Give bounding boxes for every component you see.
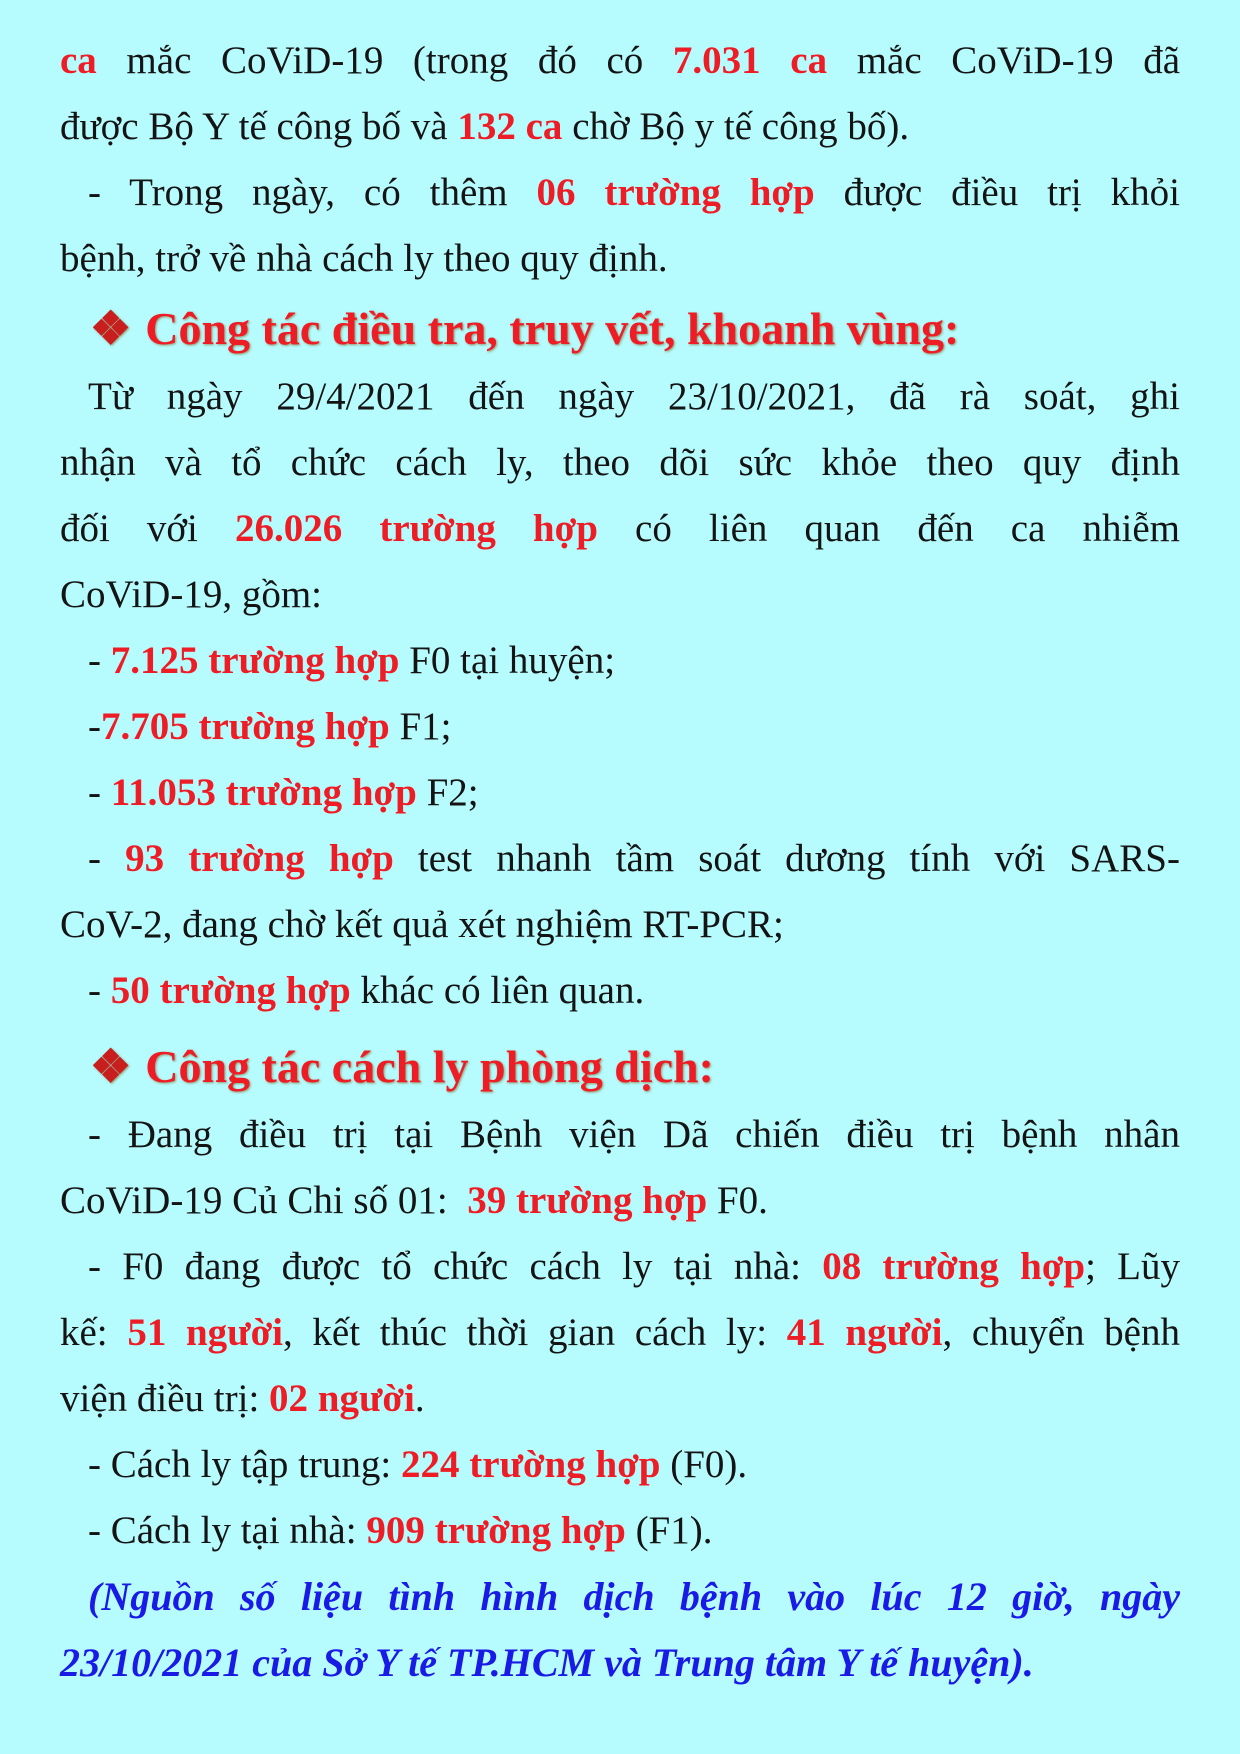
highlight-number: 50 trường hợp bbox=[110, 969, 351, 1012]
list-item: - 7.125 trường hợp F0 tại huyện; bbox=[88, 639, 616, 682]
list-item: - 50 trường hợp khác có liên quan. bbox=[88, 969, 645, 1012]
text-line: được Bộ Y tế công bố và 132 ca chờ Bộ y tế công bố). bbox=[60, 105, 910, 148]
home-isolation-f0-paragraph bbox=[60, 1234, 1180, 1432]
text-line: - 93 trường hợp test nhanh tầm soát dương tính với SARS- bbox=[88, 837, 1180, 880]
highlight-number: 41 người bbox=[786, 1311, 943, 1354]
highlight-number: 7.705 trường hợp bbox=[101, 705, 390, 748]
highlight-number: 11.053 trường hợp bbox=[110, 771, 417, 814]
highlight-number: 7.031 ca bbox=[672, 39, 828, 82]
text-line: (Nguồn số liệu tình hình dịch bệnh vào lúc 12 giờ, ngày bbox=[88, 1574, 1180, 1619]
highlight-number: 08 trường hợp bbox=[822, 1245, 1086, 1288]
highlight-number: 39 trường hợp bbox=[467, 1179, 708, 1222]
text-line: nhận và tổ chức cách ly, theo dõi sức khỏe theo quy định bbox=[60, 441, 1180, 484]
highlight-number: 132 ca bbox=[457, 105, 563, 148]
highlight-number: 51 người bbox=[127, 1311, 284, 1354]
text-line: đối với 26.026 trường hợp có liên quan đến ca nhiễm bbox=[60, 507, 1180, 550]
highlight-number: ca bbox=[60, 39, 97, 82]
highlight-number: 26.026 trường hợp bbox=[235, 507, 598, 550]
text-line: kế: 51 người, kết thúc thời gian cách ly: 41 người, chuyển bệnh bbox=[60, 1311, 1180, 1354]
text-line: 23/10/2021 của Sở Y tế TP.HCM và Trung tâm Y tế huyện). bbox=[60, 1640, 1034, 1685]
recovered-paragraph bbox=[60, 160, 1180, 292]
highlight-number: 224 trường hợp bbox=[401, 1443, 661, 1486]
list-item: -7.705 trường hợp F1; bbox=[88, 705, 452, 748]
text-line: Từ ngày 29/4/2021 đến ngày 23/10/2021, đã rà soát, ghi bbox=[88, 375, 1180, 418]
centralized-quarantine-line: - Cách ly tập trung: 224 trường hợp (F0). bbox=[88, 1443, 748, 1486]
cases-paragraph bbox=[60, 28, 1180, 160]
text-line: CoV-2, đang chờ kết quả xét nghiệm RT-PCR; bbox=[60, 903, 784, 946]
quarantine-hospital-paragraph bbox=[60, 1102, 1180, 1234]
text-line: - Trong ngày, có thêm 06 trường hợp được điều trị khỏi bbox=[88, 171, 1180, 214]
text-line: - Đang điều trị tại Bệnh viện Dã chiến điều trị bệnh nhân bbox=[88, 1113, 1180, 1156]
tracing-list bbox=[60, 628, 1180, 1024]
highlight-number: 93 trường hợp bbox=[125, 837, 394, 880]
highlight-number: 7.125 trường hợp bbox=[110, 639, 400, 682]
text-line: viện điều trị: 02 người. bbox=[60, 1377, 425, 1420]
diamond-bullet-icon: ❖ bbox=[90, 303, 132, 354]
text-line: - F0 đang được tổ chức cách ly tại nhà: 08 trường hợp; Lũy bbox=[88, 1245, 1180, 1288]
text-line: CoViD-19 Củ Chi số 01: 39 trường hợp F0. bbox=[60, 1179, 768, 1222]
list-item: - 11.053 trường hợp F2; bbox=[88, 771, 479, 814]
tracing-intro-paragraph bbox=[60, 364, 1180, 628]
home-quarantine-line: - Cách ly tại nhà: 909 trường hợp (F1). bbox=[88, 1509, 713, 1552]
list-item bbox=[60, 826, 1180, 958]
section-heading-tracing: ❖ Công tác điều tra, truy vết, khoanh vùng: bbox=[90, 294, 1180, 364]
highlight-number: 06 trường hợp bbox=[536, 171, 815, 214]
highlight-number: 02 người bbox=[269, 1377, 415, 1420]
text-line: bệnh, trở về nhà cách ly theo quy định. bbox=[60, 237, 668, 280]
source-note bbox=[60, 1564, 1180, 1696]
section-heading-quarantine: ❖ Công tác cách ly phòng dịch: bbox=[90, 1032, 1180, 1102]
highlight-number: 909 trường hợp bbox=[366, 1509, 626, 1552]
text-line: ca mắc CoViD-19 (trong đó có 7.031 ca mắc CoViD-19 đã bbox=[60, 39, 1181, 82]
text-line: CoViD-19, gồm: bbox=[60, 573, 322, 616]
diamond-bullet-icon: ❖ bbox=[90, 1041, 132, 1092]
